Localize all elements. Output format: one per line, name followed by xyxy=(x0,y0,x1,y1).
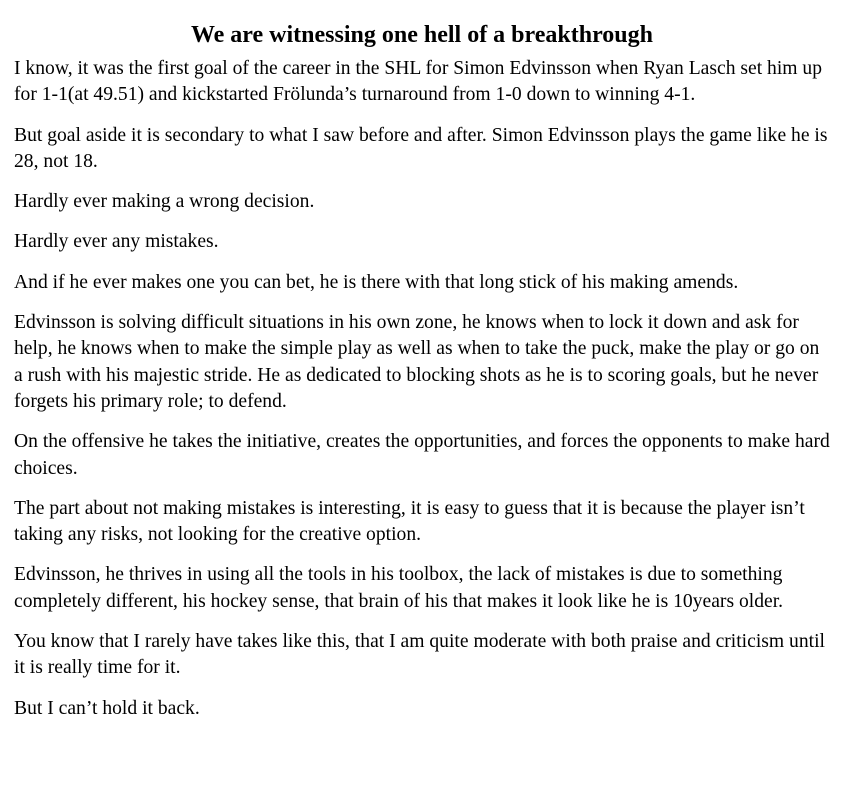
paragraph-2: But goal aside it is secondary to what I saw before and after. Simon Edvinsson plays the game like he is 28, not 18. xyxy=(14,124,828,172)
paragraph-8: The part about not making mistakes is interesting, it is easy to guess that it is because the player isn’t taking any risks, not looking for the creative option. xyxy=(14,497,805,546)
document-title: We are witnessing one hell of a breakthrough xyxy=(190,22,654,48)
paragraph-6: Edvinsson is solving difficult situations in his own zone, he knows when to lock it down and ask for help, he knows when to make the simple play as well as when to take the puck, make the play or go on a rush with his majestic stride. He as dedicated to blocking shots as he is to scoring goals, but he never forgets his primary role; to defend. xyxy=(14,312,820,412)
paragraph-4: Hardly ever any mistakes. xyxy=(14,231,219,253)
paragraph-7: On the offensive he takes the initiative, creates the opportunities, and forces the opponents to make hard choices. xyxy=(14,431,830,479)
paragraph-10: You know that I rarely have takes like this, that I am quite moderate with both praise and criticism until it is really time for it. xyxy=(14,631,825,679)
paragraph-9: Edvinsson, he thrives in using all the tools in his toolbox, the lack of mistakes is due to something completely different, his hockey sense, that brain of his that makes it look like he is 10years older. xyxy=(14,564,784,612)
paragraph-3: Hardly ever making a wrong decision. xyxy=(14,191,315,213)
paragraph-1: I know, it was the first goal of the career in the SHL for Simon Edvinsson when Ryan Lasch set him up for 1-1(at 49.51) and kickstarted Frölunda’s turnaround from 1-0 down to winning 4-1. xyxy=(14,58,823,106)
paragraph-11: But I can’t hold it back. xyxy=(14,697,200,719)
paragraph-5: And if he ever makes one you can bet, he is there with that long stick of his making amends. xyxy=(14,271,739,293)
